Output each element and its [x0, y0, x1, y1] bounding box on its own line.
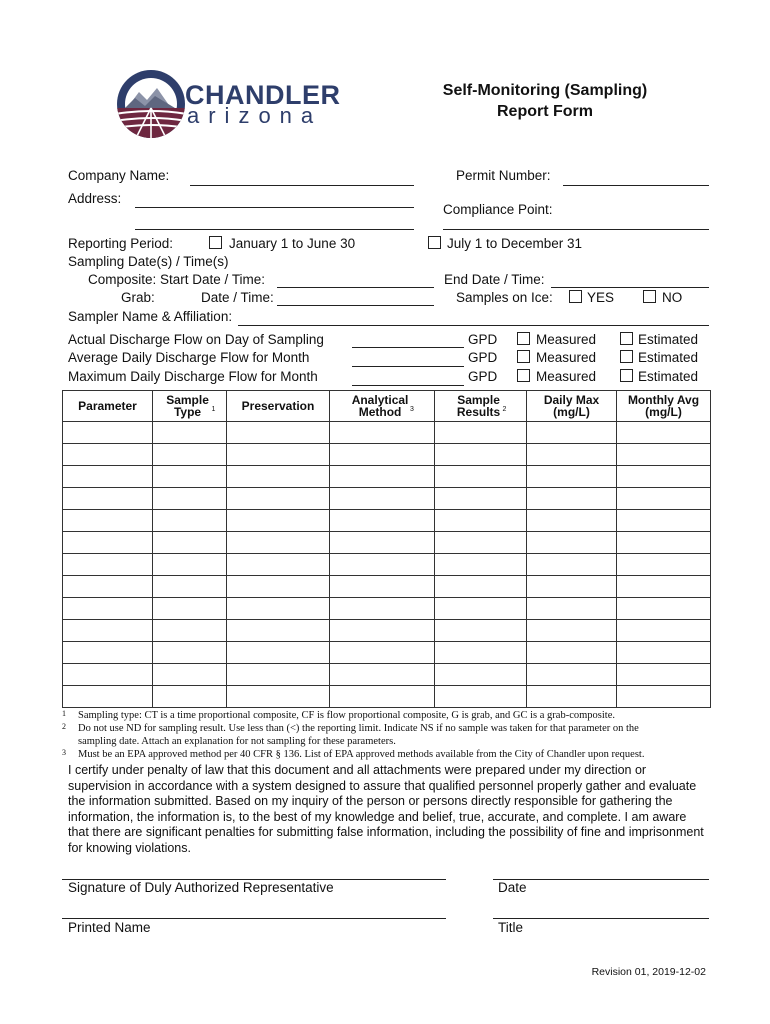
sampler-field[interactable] [238, 325, 709, 326]
cell-daily-max[interactable] [527, 466, 617, 488]
period-jul-dec-label: July 1 to December 31 [447, 236, 583, 251]
table-row [63, 686, 711, 708]
cell-sample-type[interactable] [153, 598, 227, 620]
logo-wordmark: CHANDLER [185, 80, 341, 110]
cell-sample-results[interactable] [435, 686, 527, 708]
table-row [63, 532, 711, 554]
flow-estimated-label: Estimated [638, 350, 699, 365]
cell-parameter[interactable] [63, 686, 153, 708]
title-label: Title [498, 920, 524, 935]
cell-sample-type[interactable] [153, 488, 227, 510]
flow-label: Average Daily Discharge Flow for Month [68, 350, 310, 365]
sampling-results-table [62, 390, 711, 708]
grab-date-field[interactable] [277, 305, 434, 306]
cell-monthly-avg[interactable] [617, 598, 711, 620]
cell-sample-results[interactable] [435, 554, 527, 576]
cell-daily-max[interactable] [527, 532, 617, 554]
cell-preservation[interactable] [227, 686, 330, 708]
table-row [63, 554, 711, 576]
cell-parameter[interactable] [63, 488, 153, 510]
flow-value-field[interactable] [352, 347, 464, 348]
cell-sample-results[interactable] [435, 444, 527, 466]
table-row [63, 510, 711, 532]
permit-number-field[interactable] [563, 185, 709, 186]
table-row [63, 620, 711, 642]
period-jul-dec-checkbox[interactable] [428, 236, 441, 249]
cell-sample-type[interactable] [153, 576, 227, 598]
cell-sample-results[interactable] [435, 488, 527, 510]
cell-monthly-avg[interactable] [617, 576, 711, 598]
cell-sample-results[interactable] [435, 664, 527, 686]
cell-sample-results[interactable] [435, 598, 527, 620]
col-header-sample-results: Sample Results $^2$ [435, 391, 527, 422]
cell-daily-max[interactable] [527, 576, 617, 598]
printed-name-field[interactable] [62, 918, 446, 919]
table-row [63, 422, 711, 444]
cell-analytical-method[interactable] [330, 422, 435, 444]
cell-preservation[interactable] [227, 510, 330, 532]
cell-parameter[interactable] [63, 642, 153, 664]
cell-sample-type[interactable] [153, 422, 227, 444]
printed-name-label: Printed Name [68, 920, 151, 935]
company-name-field[interactable] [190, 185, 414, 186]
cell-monthly-avg[interactable] [617, 686, 711, 708]
flow-estimated-checkbox[interactable] [620, 350, 633, 363]
composite-end-field[interactable] [551, 287, 709, 288]
table-header-row [63, 391, 711, 422]
cell-analytical-method[interactable] [330, 466, 435, 488]
cell-sample-type[interactable] [153, 466, 227, 488]
cell-sample-results[interactable] [435, 466, 527, 488]
ice-yes-checkbox[interactable] [569, 290, 582, 303]
company-name-label: Company Name: [68, 168, 170, 183]
table-row [63, 488, 711, 510]
col-header-daily-max: Daily Max (mg/L) [527, 391, 617, 422]
flow-measured-label: Measured [536, 369, 597, 384]
sampling-dates-label: Sampling Date(s) / Time(s) [68, 254, 229, 269]
cell-analytical-method[interactable] [330, 664, 435, 686]
flow-measured-label: Measured [536, 332, 597, 347]
cell-parameter[interactable] [63, 576, 153, 598]
period-jan-jun-checkbox[interactable] [209, 236, 222, 249]
cell-daily-max[interactable] [527, 444, 617, 466]
logo-emblem-icon [115, 68, 187, 140]
ice-no-label: NO [662, 290, 683, 305]
cell-analytical-method[interactable] [330, 686, 435, 708]
composite-label: Composite: Start Date / Time: [88, 272, 266, 287]
cell-monthly-avg[interactable] [617, 488, 711, 510]
cell-analytical-method[interactable] [330, 488, 435, 510]
compliance-point-label: Compliance Point: [443, 202, 553, 217]
permit-number-label: Permit Number: [456, 168, 551, 183]
col-header-parameter: Parameter [63, 391, 153, 422]
cell-sample-type[interactable] [153, 532, 227, 554]
period-jan-jun-label: January 1 to June 30 [229, 236, 356, 251]
cell-daily-max[interactable] [527, 510, 617, 532]
signature-label: Signature of Duly Authorized Representative [68, 880, 334, 895]
cell-monthly-avg[interactable] [617, 466, 711, 488]
cell-sample-type[interactable] [153, 642, 227, 664]
cell-sample-results[interactable] [435, 576, 527, 598]
cell-sample-type[interactable] [153, 620, 227, 642]
cell-preservation[interactable] [227, 598, 330, 620]
flow-estimated-checkbox[interactable] [620, 369, 633, 382]
cell-preservation[interactable] [227, 620, 330, 642]
title-field[interactable] [493, 918, 709, 919]
cell-sample-type[interactable] [153, 686, 227, 708]
flow-unit: GPD [468, 332, 498, 347]
flow-unit: GPD [468, 369, 498, 384]
cell-sample-results[interactable] [435, 510, 527, 532]
logo-subtitle: arizona [187, 103, 323, 128]
grab-label: Grab: [121, 290, 155, 305]
cell-analytical-method[interactable] [330, 554, 435, 576]
cell-daily-max[interactable] [527, 686, 617, 708]
grab-date-label: Date / Time: [201, 290, 274, 305]
cell-monthly-avg[interactable] [617, 664, 711, 686]
cell-sample-type[interactable] [153, 510, 227, 532]
cell-preservation[interactable] [227, 488, 330, 510]
flow-unit: GPD [468, 350, 498, 365]
form-title: Self-Monitoring (Sampling) [442, 82, 648, 99]
table-row [63, 444, 711, 466]
cell-preservation[interactable] [227, 532, 330, 554]
end-date-label: End Date / Time: [444, 272, 545, 287]
cell-analytical-method[interactable] [330, 620, 435, 642]
col-header-sample-type: Sample Type $^1$ [153, 391, 227, 422]
cell-preservation[interactable] [227, 576, 330, 598]
cell-analytical-method[interactable] [330, 642, 435, 664]
cell-parameter[interactable] [63, 598, 153, 620]
cell-sample-results[interactable] [435, 642, 527, 664]
table-row [63, 466, 711, 488]
reporting-period-label: Reporting Period: [68, 236, 174, 251]
cell-parameter[interactable] [63, 554, 153, 576]
cell-analytical-method[interactable] [330, 576, 435, 598]
certification-statement: I certify under penalty of law that this document and all attachments were prepared under my direction or supervision in accordance with a system designed to assure that qualified personnel properly gather and evaluate the information submitted. Based on my inquiry of the person or persons directly responsible for gathering the information, the information is, to the best of my knowledge and belief, true, accurate, and complete. I am aware that there are significant penalties for submitting false information, including the possibility of fine and imprisonment for knowing violations. [68, 763, 704, 855]
cell-daily-max[interactable] [527, 642, 617, 664]
cell-preservation[interactable] [227, 444, 330, 466]
cell-daily-max[interactable] [527, 554, 617, 576]
cell-monthly-avg[interactable] [617, 620, 711, 642]
cell-sample-type[interactable] [153, 664, 227, 686]
sampler-label: Sampler Name & Affiliation: [68, 309, 233, 324]
cell-preservation[interactable] [227, 642, 330, 664]
cell-preservation[interactable] [227, 466, 330, 488]
table-row [63, 642, 711, 664]
cell-parameter[interactable] [63, 466, 153, 488]
cell-analytical-method[interactable] [330, 532, 435, 554]
cell-daily-max[interactable] [527, 620, 617, 642]
cell-daily-max[interactable] [527, 422, 617, 444]
samples-on-ice-label: Samples on Ice: [456, 290, 553, 305]
cell-daily-max[interactable] [527, 598, 617, 620]
col-header-monthly-avg: Monthly Avg (mg/L) [617, 391, 711, 422]
table-row [63, 598, 711, 620]
table-row [63, 664, 711, 686]
compliance-point-field[interactable] [443, 229, 709, 230]
address-field-line-2[interactable] [135, 229, 414, 230]
cell-preservation[interactable] [227, 554, 330, 576]
flow-label: Maximum Daily Discharge Flow for Month [68, 369, 318, 384]
flow-value-field[interactable] [352, 366, 464, 367]
ice-no-checkbox[interactable] [643, 290, 656, 303]
col-header-preservation: Preservation [227, 391, 330, 422]
cell-monthly-avg[interactable] [617, 510, 711, 532]
table-row [63, 576, 711, 598]
cell-sample-type[interactable] [153, 554, 227, 576]
cell-monthly-avg[interactable] [617, 444, 711, 466]
cell-parameter[interactable] [63, 532, 153, 554]
flow-measured-checkbox[interactable] [517, 350, 530, 363]
flow-value-field[interactable] [352, 385, 464, 386]
flow-estimated-checkbox[interactable] [620, 332, 633, 345]
cell-sample-results[interactable] [435, 620, 527, 642]
address-field-line-1[interactable] [135, 207, 414, 208]
cell-analytical-method[interactable] [330, 444, 435, 466]
flow-measured-checkbox[interactable] [517, 332, 530, 345]
cell-monthly-avg[interactable] [617, 422, 711, 444]
flow-measured-label: Measured [536, 350, 597, 365]
col-header-analytical-method: Analytical Method $^3$ [330, 391, 435, 422]
ice-yes-label: YES [587, 290, 615, 305]
form-subtitle: Report Form [497, 103, 593, 120]
cell-parameter[interactable] [63, 620, 153, 642]
cell-preservation[interactable] [227, 422, 330, 444]
cell-analytical-method[interactable] [330, 510, 435, 532]
cell-preservation[interactable] [227, 664, 330, 686]
address-label: Address: [68, 191, 122, 206]
cell-monthly-avg[interactable] [617, 532, 711, 554]
cell-daily-max[interactable] [527, 488, 617, 510]
flow-estimated-label: Estimated [638, 369, 699, 384]
cell-parameter[interactable] [63, 664, 153, 686]
cell-parameter[interactable] [63, 444, 153, 466]
cell-sample-results[interactable] [435, 422, 527, 444]
cell-sample-type[interactable] [153, 444, 227, 466]
revision-label: Revision 01, 2019-12-02 [591, 966, 706, 978]
cell-monthly-avg[interactable] [617, 554, 711, 576]
cell-parameter[interactable] [63, 422, 153, 444]
cell-monthly-avg[interactable] [617, 642, 711, 664]
cell-parameter[interactable] [63, 510, 153, 532]
cell-daily-max[interactable] [527, 664, 617, 686]
cell-analytical-method[interactable] [330, 598, 435, 620]
flow-label: Actual Discharge Flow on Day of Sampling [68, 332, 324, 347]
cell-sample-results[interactable] [435, 532, 527, 554]
date-label: Date [498, 880, 527, 895]
flow-measured-checkbox[interactable] [517, 369, 530, 382]
composite-start-field[interactable] [277, 287, 434, 288]
flow-estimated-label: Estimated [638, 332, 699, 347]
